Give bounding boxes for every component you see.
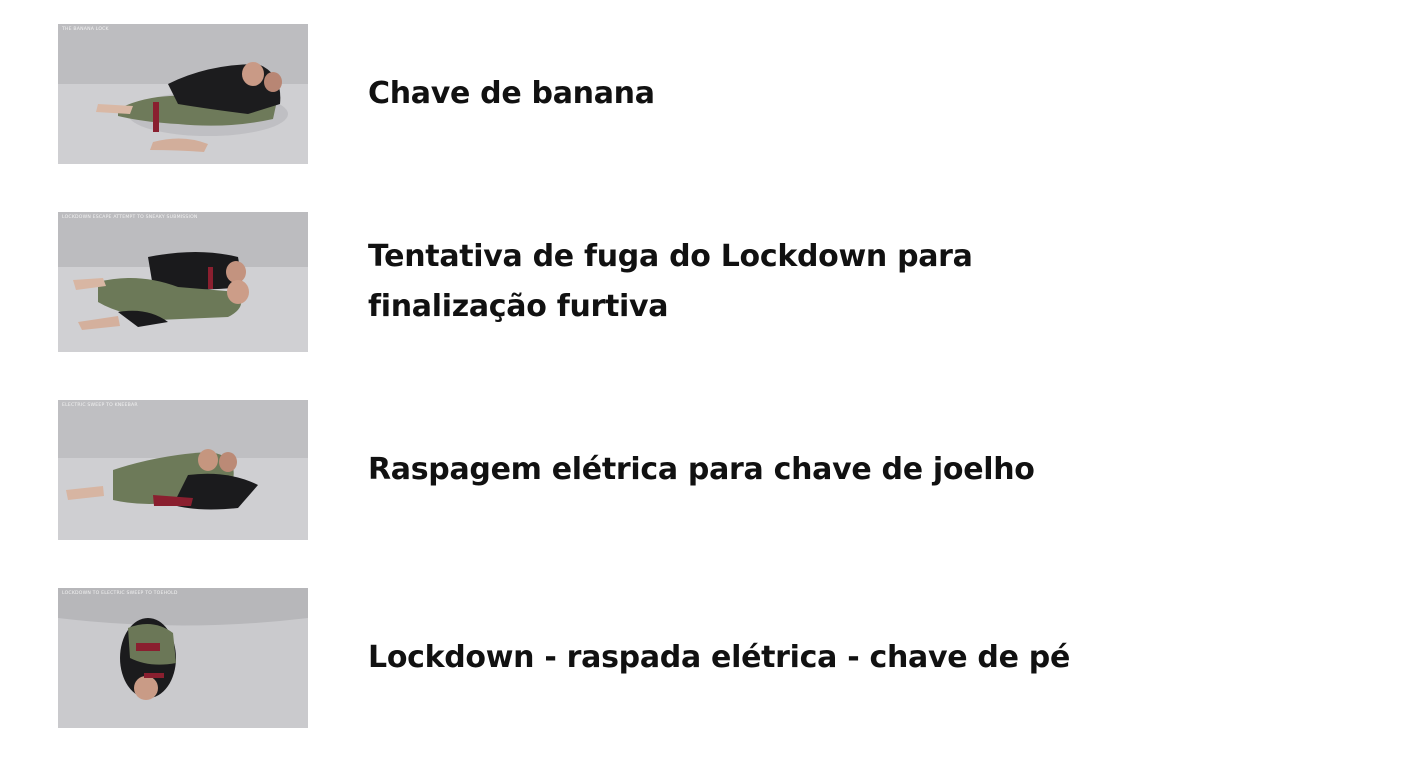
video-title[interactable]: Chave de banana xyxy=(368,76,655,111)
thumbnail-caption: LOCKDOWN TO ELECTRIC SWEEP TO TOEHOLD xyxy=(62,591,178,596)
thumbnail-image xyxy=(58,212,308,352)
video-thumbnail[interactable] xyxy=(58,24,308,164)
thumbnail-caption: THE BANANA LOCK xyxy=(62,27,109,32)
thumbnail-image xyxy=(58,400,308,540)
thumbnail-image xyxy=(58,24,308,164)
video-list-item[interactable] xyxy=(58,24,1358,164)
video-list-item[interactable] xyxy=(58,588,1358,728)
video-title[interactable]: Tentativa de fuga do Lockdown para finalização furtiva xyxy=(368,239,973,324)
video-thumbnail[interactable] xyxy=(58,400,308,540)
thumbnail-image xyxy=(58,588,308,728)
video-list-item[interactable] xyxy=(58,400,1358,540)
video-list xyxy=(58,24,1358,776)
video-title[interactable]: Raspagem elétrica para chave de joelho xyxy=(368,452,1035,487)
thumbnail-caption: ELECTRIC SWEEP TO KNEEBAR xyxy=(62,403,138,408)
video-title[interactable]: Lockdown - raspada elétrica - chave de pé xyxy=(368,640,1071,675)
thumbnail-caption: LOCKDOWN ESCAPE ATTEMPT TO SNEAKY SUBMISSION xyxy=(62,215,198,220)
video-thumbnail[interactable] xyxy=(58,212,308,352)
video-thumbnail[interactable] xyxy=(58,588,308,728)
video-list-item[interactable] xyxy=(58,212,1358,352)
